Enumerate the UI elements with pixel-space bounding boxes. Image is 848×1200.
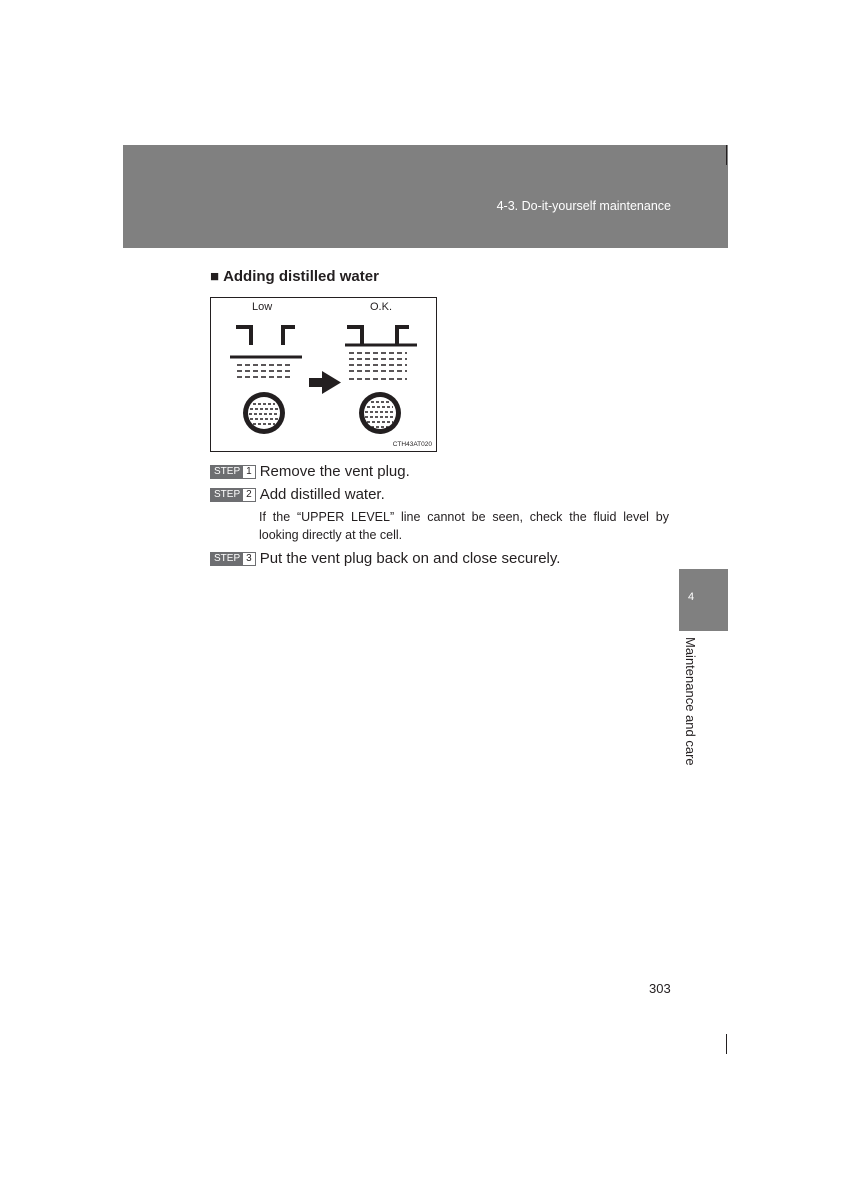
figure-code: CTH43AT020 bbox=[392, 441, 432, 448]
battery-diagram bbox=[211, 298, 438, 453]
chapter-tab bbox=[679, 569, 728, 631]
low-level-circle bbox=[243, 392, 285, 434]
step-badge: STEP 3 bbox=[210, 552, 256, 566]
page-number: 303 bbox=[649, 981, 671, 996]
step-badge: STEP 1 bbox=[210, 465, 256, 479]
step-text: Put the vent plug back on and close securely. bbox=[259, 550, 561, 567]
step-badge: STEP 2 bbox=[210, 488, 256, 502]
battery-figure bbox=[210, 297, 437, 452]
right-arrow-icon bbox=[309, 371, 341, 394]
step-3 bbox=[210, 550, 560, 567]
crop-mark-bottom bbox=[726, 1034, 727, 1054]
ok-level-circle bbox=[359, 392, 401, 434]
step-2-note: If the “UPPER LEVEL” line cannot be seen, check the fluid level by looking directly at the cell. bbox=[259, 510, 669, 542]
square-bullet-icon: ■ bbox=[210, 268, 220, 285]
section-title: 4-3. Do-it-yourself maintenance bbox=[496, 199, 671, 213]
label-low: Low bbox=[252, 301, 273, 313]
step-2 bbox=[210, 486, 385, 503]
chapter-label: Maintenance and care bbox=[683, 637, 698, 766]
header-band bbox=[123, 145, 728, 248]
chapter-number: 4 bbox=[688, 591, 695, 603]
step-text: Add distilled water. bbox=[259, 486, 385, 503]
step-1 bbox=[210, 463, 410, 480]
label-ok: O.K. bbox=[370, 301, 393, 313]
low-cell bbox=[230, 327, 302, 377]
section-heading bbox=[210, 268, 379, 285]
step-text: Remove the vent plug. bbox=[259, 463, 410, 480]
crop-mark-top bbox=[726, 145, 727, 165]
heading-text: Adding distilled water bbox=[223, 268, 379, 285]
ok-cell bbox=[345, 327, 417, 379]
